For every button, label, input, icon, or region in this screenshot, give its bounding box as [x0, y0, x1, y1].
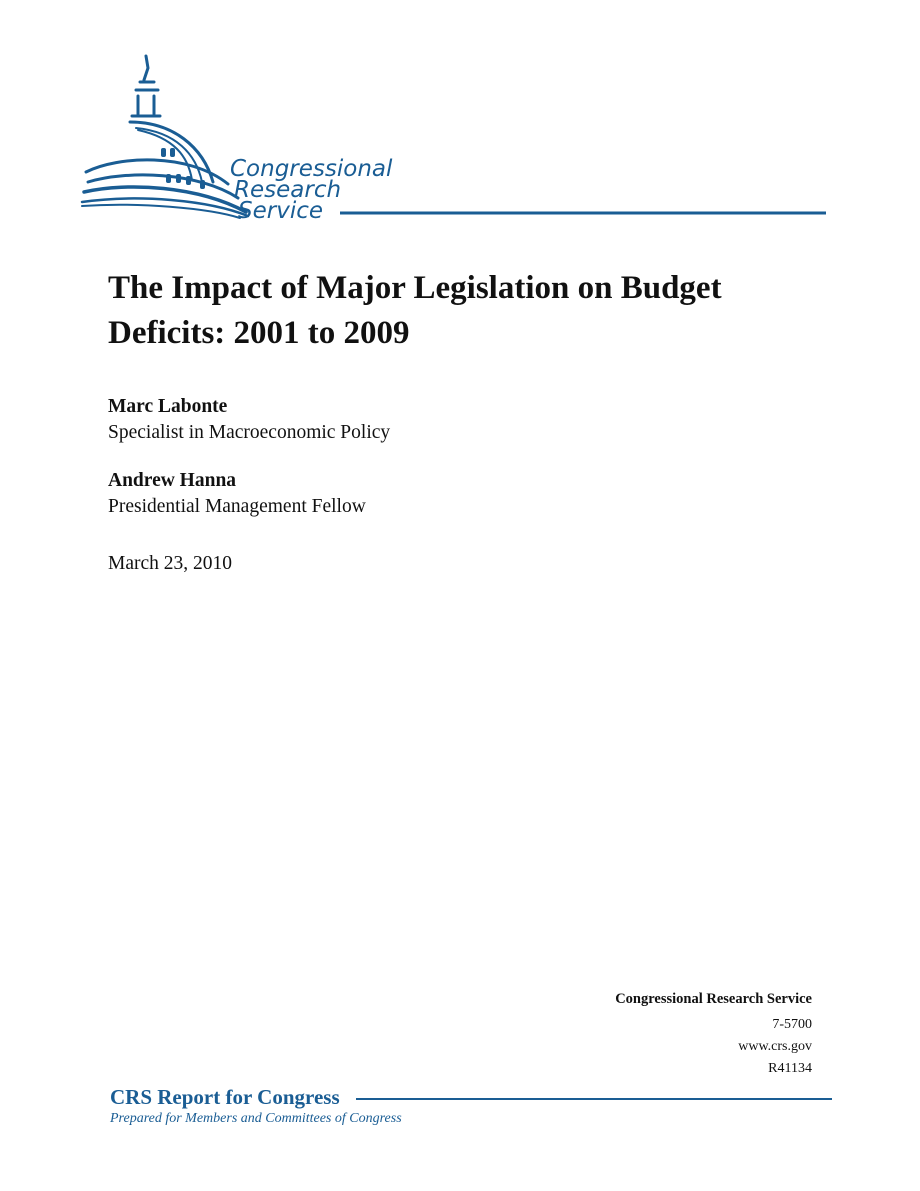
- author-name: Marc Labonte: [108, 396, 228, 417]
- capitol-dome-icon: [78, 52, 830, 227]
- crs-logo: [78, 52, 830, 227]
- publisher-phone: 7-5700: [772, 1017, 812, 1032]
- logo-word-research: Research: [234, 177, 342, 203]
- report-title: The Impact of Major Legislation on Budget Deficits: 2001 to 2009: [108, 270, 722, 351]
- report-date: March 23, 2010: [108, 553, 233, 574]
- author-block-2: [108, 468, 708, 520]
- logo-word-congressional: Congressional: [230, 156, 393, 182]
- author-role: Presidential Management Fellow: [108, 496, 366, 517]
- publisher-website[interactable]: www.crs.gov: [738, 1039, 812, 1054]
- logo-word-service: Service: [238, 198, 324, 224]
- report-number: R41134: [768, 1061, 812, 1076]
- footer-title: CRS Report for Congress: [110, 1085, 340, 1109]
- author-block-1: [108, 394, 708, 446]
- footer-subtitle: Prepared for Members and Committees of Congress: [110, 1111, 402, 1126]
- publisher-info: [615, 988, 812, 1080]
- footer-rule: [356, 1098, 832, 1100]
- author-name: Andrew Hanna: [108, 470, 237, 491]
- publisher-org: Congressional Research Service: [615, 991, 812, 1007]
- author-role: Specialist in Macroeconomic Policy: [108, 422, 391, 443]
